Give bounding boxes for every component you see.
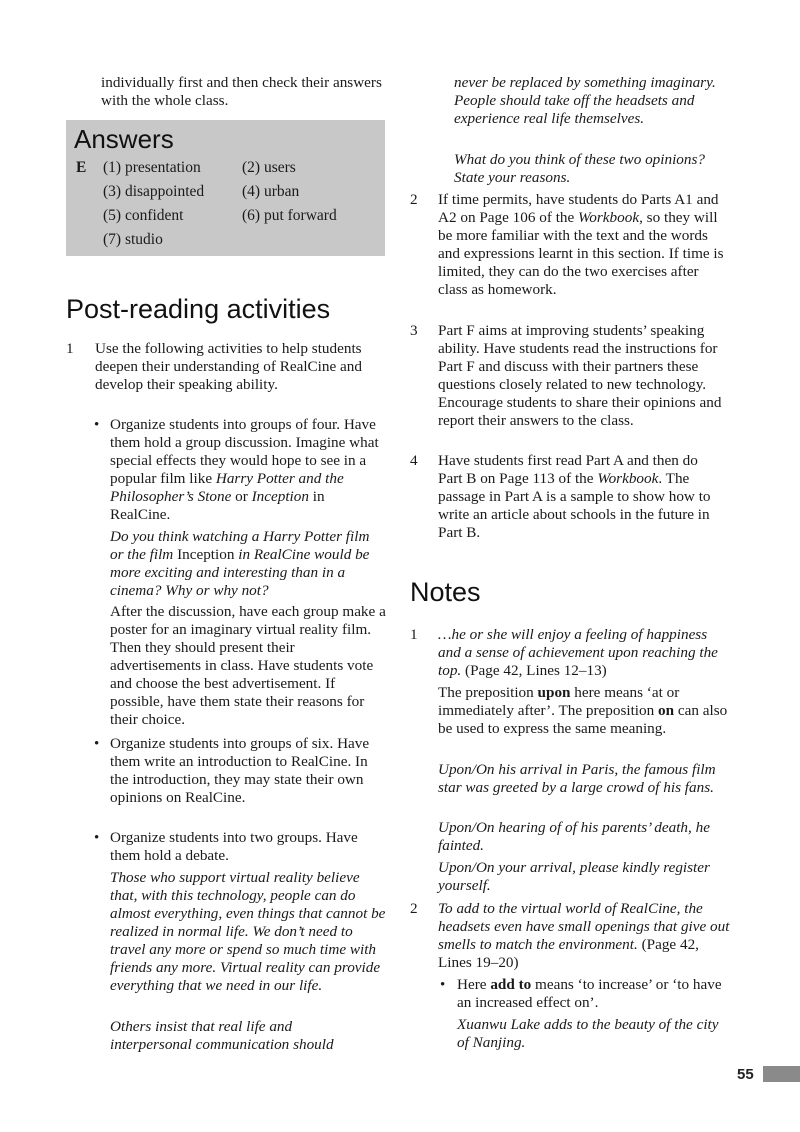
- item-2-number: 2: [410, 191, 418, 208]
- note-1-explanation: The preposition upon here means ‘at or immediately after’. The preposition on can also be used to express the same meaning.: [438, 684, 728, 737]
- item-3-number: 3: [410, 322, 418, 339]
- note-1-quote: …he or she will enjoy a feeling of happiness and a sense of achievement upon reaching the top. (Page 42, Lines 12–13): [438, 626, 718, 679]
- page-number: 55: [737, 1066, 754, 1083]
- answer-6: (6) put forward: [242, 207, 337, 224]
- bullet-1-text: Organize students into groups of four. Have them hold a group discussion. Imagine what special effects they would hope to see in a popular film like Harry Potter and the Philosopher’s Stone or Inception in RealCine.: [110, 416, 379, 523]
- answer-4: (4) urban: [242, 183, 300, 200]
- answer-2: (2) users: [242, 159, 296, 176]
- bullet-1-question: Do you think watching a Harry Potter film or the film Inception in RealCine would be more exciting and interesting than in a cinema? Why or why not?: [110, 528, 370, 599]
- bullet-2-text: Organize students into groups of six. Have them write an introduction to RealCine. In the introduction, they may state their own opinions on RealCine.: [110, 735, 370, 806]
- note-1-example-2: Upon/On hearing of of his parents’ death, he fainted.: [438, 819, 710, 854]
- item-4-number: 4: [410, 452, 418, 469]
- intro-text: individually first and then check their answers with the whole class.: [101, 74, 382, 109]
- item-1-number: 1: [66, 340, 74, 357]
- bullet-1-after: After the discussion, have each group make a poster for an imaginary virtual reality film. Then they should present their advertisements in class. Have students vote and choose the best advertisement. If possible, have them state their reasons for their choice.: [110, 603, 386, 728]
- page-number-bar: [763, 1066, 800, 1082]
- notes-heading: Notes: [410, 577, 481, 607]
- post-reading-heading: Post-reading activities: [66, 294, 331, 324]
- note-1-example-1: Upon/On his arrival in Paris, the famous film star was greeted by a large crowd of his fans.: [438, 761, 716, 796]
- opinion-2-continued: never be replaced by something imaginary. People should take off the headsets and experience real life themselves.: [454, 74, 716, 127]
- bullet-icon: •: [94, 830, 100, 846]
- bullet-3-opinion-2: Others insist that real life and interpersonal communication should: [110, 1018, 334, 1053]
- bullet-icon: •: [94, 736, 100, 752]
- answer-7: (7) studio: [103, 231, 163, 248]
- answers-box: [66, 120, 385, 256]
- note-1-example-3: Upon/On your arrival, please kindly register yourself.: [438, 859, 710, 894]
- item-2-text: If time permits, have students do Parts A1 and A2 on Page 106 of the Workbook, so they will be more familiar with the text and the words and expressions learnt in this section. If time is limited, they can do the two exercises after class as homework.: [438, 191, 724, 298]
- answer-3: (3) disappointed: [103, 183, 205, 200]
- answer-1: (1) presentation: [103, 159, 201, 176]
- note-2-explanation: Here add to means ‘to increase’ or ‘to have an increased effect on’.: [457, 976, 722, 1011]
- item-3-text: Part F aims at improving students’ speaking ability. Have students read the instructions for Part F and discuss with their partners these questions closely related to new technology. Encourage students to share their opinions and report their answers to the class.: [438, 322, 722, 429]
- bullet-3-opinion-1: Those who support virtual reality believe that, with this technology, people can do almost everything, even things that cannot be realized in normal life. We don’t need to travel any more or spend so much time with friends any more. Virtual reality can provide everything that we need in our life.: [110, 869, 386, 994]
- bullet-icon: •: [440, 977, 446, 993]
- note-2-number: 2: [410, 900, 418, 917]
- note-2-example: Xuanwu Lake adds to the beauty of the city of Nanjing.: [457, 1016, 719, 1051]
- opinion-question: What do you think of these two opinions? State your reasons.: [454, 151, 705, 186]
- bullet-3-text: Organize students into two groups. Have them hold a debate.: [110, 829, 358, 864]
- note-2-quote: To add to the virtual world of RealCine, the headsets even have small openings that give out smells to match the environment. (Page 42, Lines 19–20): [438, 900, 730, 971]
- note-1-number: 1: [410, 626, 418, 643]
- item-1-text: Use the following activities to help students deepen their understanding of RealCine and develop their speaking ability.: [95, 340, 362, 393]
- answers-letter: E: [76, 159, 87, 176]
- answer-5: (5) confident: [103, 207, 184, 224]
- answers-title: Answers: [74, 124, 174, 154]
- bullet-icon: •: [94, 417, 100, 433]
- item-4-text: Have students first read Part A and then do Part B on Page 113 of the Workbook. The passage in Part A is a sample to show how to write an article about schools in the future in Part B.: [438, 452, 711, 541]
